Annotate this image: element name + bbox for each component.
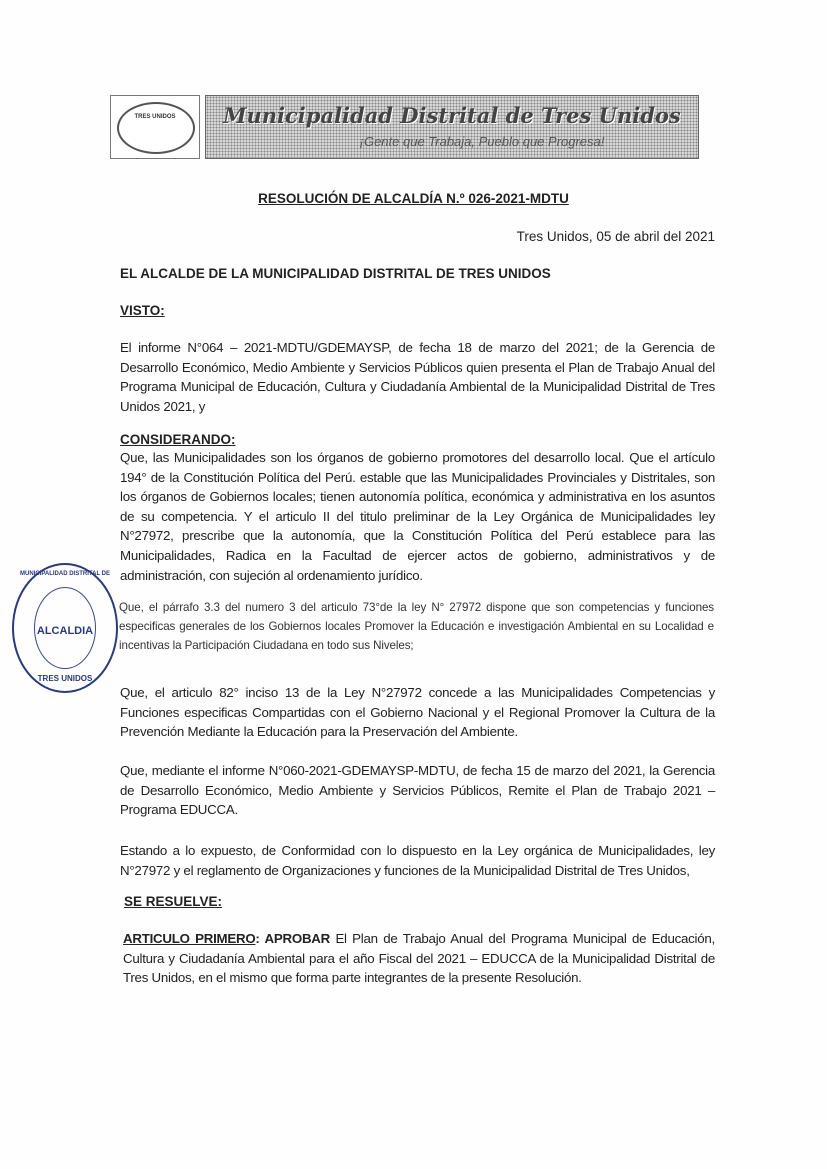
article-verb: APROBAR xyxy=(264,931,331,946)
banner-slogan: ¡Gente que Trabaja, Pueblo que Progresa! xyxy=(359,134,605,149)
stamp-top-text: MUNICIPALIDAD DISTRITAL DE xyxy=(20,571,110,577)
stamp-center-text: ALCALDIA xyxy=(36,625,94,637)
letterhead-banner xyxy=(205,95,699,159)
considerando-paragraph-1: Que, las Municipalidades son los órganos de gobierno promotores del desarrollo local. Que el artículo 194° de la Constitución Política del Perú. estable que las Municipalidades Provinciales y Distritales, son los órganos de Gobiernos locales; tienen autonomía política, económica y administrativa en los asuntos de su competencia. Y el articulo II del titulo preliminar de la Ley Orgánica de Municipalidades ley N°27972, prescribe que la autonomía, que la Constitución Política del Perú establece para las Municipalidades, Radica en la Facultad de ejercer actos de gobierno, administrativos y de administración, con sujeción al ordenamiento jurídico. xyxy=(120,450,715,583)
considerando-paragraph-3: Que, el articulo 82° inciso 13 de la Ley N°27972 concede a las Municipalidades Competencias y Funciones especificas Compartidas con el Gobierno Nacional y el Regional Promover la Cultura de la Prevención Mediante la Educación para la Preservación del Ambiente. xyxy=(120,685,715,740)
authority-heading: EL ALCALDE DE LA MUNICIPALIDAD DISTRITAL DE TRES UNIDOS xyxy=(120,266,551,281)
article-first: ARTICULO PRIMERO: APROBAR El Plan de Trabajo Anual del Programa Municipal de Educación, Cultura y Ciudadanía Ambiental para el año Fiscal del 2021 – EDUCCA de la Municipalidad Distrital de Tres Unidos, en el mismo que forma parte integrantes de la presente Resolución. xyxy=(123,931,715,986)
visto-heading: VISTO: xyxy=(120,303,165,318)
alcaldia-stamp xyxy=(12,563,118,693)
considerando-heading: CONSIDERANDO: xyxy=(120,432,236,447)
municipal-logo xyxy=(110,95,200,159)
banner-title: Municipalidad Distrital de Tres Unidos xyxy=(223,103,681,128)
logo-emblem-icon xyxy=(117,102,195,154)
stamp-bottom-text: TRES UNIDOS xyxy=(37,674,93,683)
visto-paragraph: El informe N°064 – 2021-MDTU/GDEMAYSP, de fecha 18 de marzo del 2021; de la Gerencia de Desarrollo Económico, Medio Ambiente y Servicios Públicos quien presenta el Plan de Trabajo Anual del Programa Municipal de Educación, Cultura y Ciudadanía Ambiental de la Municipalidad Distrital de Tres Unidos 2021, y xyxy=(120,340,715,414)
considerando-paragraph-4: Que, mediante el informe N°060-2021-GDEMAYSP-MDTU, de fecha 15 de marzo del 2021, la Gerencia de Desarrollo Económico, Medio Ambiente y Servicios Públicos, Remite el Plan de Trabajo 2021 – Programa EDUCCA. xyxy=(120,763,715,818)
document-date: Tres Unidos, 05 de abril del 2021 xyxy=(516,229,715,244)
article-label: ARTICULO PRIMERO xyxy=(123,931,256,946)
article-text: El Plan de Trabajo Anual del Programa Municipal de Educación, Cultura y Ciudadanía Ambiental para el año Fiscal del 2021 – EDUCCA de la Municipalidad Distrital de Tres Unidos, en el mismo que forma parte integrantes de la presente Resolución. xyxy=(123,931,715,986)
resolution-title: RESOLUCIÓN DE ALCALDÍA N.º 026-2021-MDTU xyxy=(258,191,569,206)
considerando-paragraph-2: Que, el párrafo 3.3 del numero 3 del articulo 73°de la ley N° 27972 dispone que son competencias y funciones especificas generales de los Gobiernos locales Promover la Educación e investigación Ambiental en su Localidad e incentivas la Participación Ciudadana en todo sus Niveles; xyxy=(119,601,714,652)
resuelve-heading: SE RESUELVE: xyxy=(124,894,223,909)
considerando-paragraph-5: Estando a lo expuesto, de Conformidad con lo dispuesto en la Ley orgánica de Municipalidades, ley N°27972 y el reglamento de Organizaciones y funciones de la Municipalidad Distrital de Tres Unidos, xyxy=(120,843,715,878)
logo-text: TRES UNIDOS xyxy=(134,114,176,120)
